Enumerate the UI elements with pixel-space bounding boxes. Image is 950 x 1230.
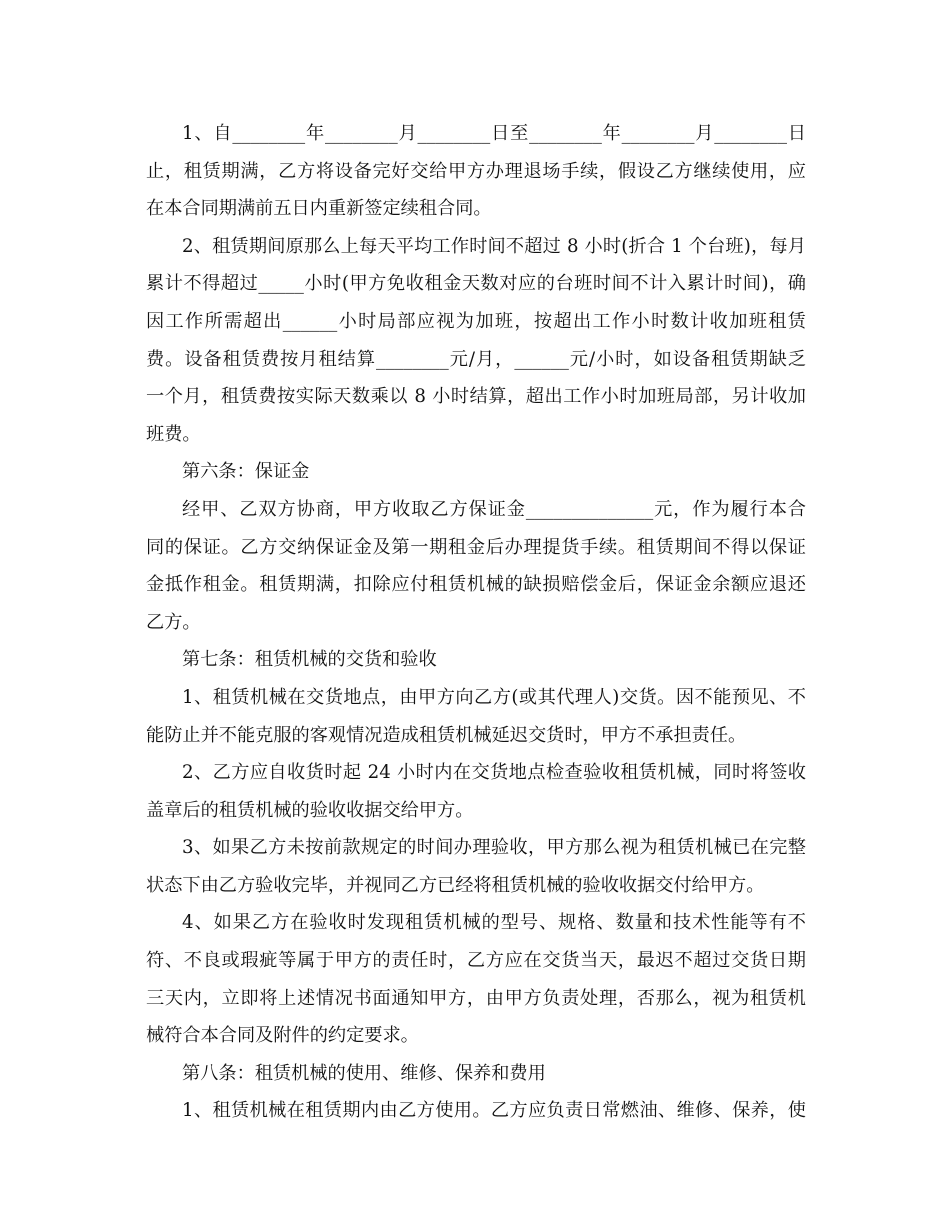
text-line: 班费。	[146, 423, 201, 445]
text-line: 械符合本合同及附件的约定要求。	[146, 1025, 419, 1047]
document-page	[146, 115, 806, 1130]
text-line: 金抵作租金。租赁期满，扣除应付租赁机械的缺损赔偿金后，保证金余额应退还	[146, 574, 806, 596]
text-line: 盖章后的租赁机械的验收收据交给甲方。	[146, 799, 474, 821]
text-line: 3、如果乙方未按前款规定的时间办理验收，甲方那么视为租赁机械已在完整	[182, 837, 806, 859]
text-line: 累计不得超过_____小时(甲方免收租金天数对应的台班时间不计入累计时间)，确	[146, 273, 806, 295]
text-line: 1、租赁机械在交货地点，由甲方向乙方(或其代理人)交货。因不能预见、不	[182, 686, 806, 708]
text-line: 4、如果乙方在验收时发现租赁机械的型号、规格、数量和技术性能等有不	[182, 912, 806, 934]
text-line: 同的保证。乙方交纳保证金及第一期租金后办理提货手续。租赁期间不得以保证	[146, 536, 806, 558]
text-line: 一个月，租赁费按实际天数乘以 8 小时结算，超出工作小时加班局部，另计收加	[146, 386, 806, 408]
text-line: 2、乙方应自收货时起 24 小时内在交货地点检查验收租赁机械，同时将签收	[182, 762, 806, 784]
text-line: 状态下由乙方验收完毕，并视同乙方已经将租赁机械的验收收据交付给甲方。	[146, 874, 765, 896]
text-line: 费。设备租赁费按月租结算________元/月，______元/小时，如设备租赁期缺乏	[146, 348, 806, 370]
text-line: 1、租赁机械在租赁期内由乙方使用。乙方应负责日常燃油、维修、保养，使	[182, 1100, 806, 1122]
text-line: 止，租赁期满，乙方将设备完好交给甲方办理退场手续，假设乙方继续使用，应	[146, 160, 806, 182]
section-heading: 第八条：租赁机械的使用、维修、保养和费用	[182, 1062, 546, 1084]
section-heading: 第七条：租赁机械的交货和验收	[182, 649, 437, 671]
text-line: 三天内，立即将上述情况书面通知甲方，由甲方负责处理，否那么，视为租赁机	[146, 987, 806, 1009]
text-line: 在本合同期满前五日内重新签定续租合同。	[146, 198, 492, 220]
text-line: 1、自________年________月________日至________年________月________日	[182, 123, 806, 144]
text-line: 符、不良或瑕疵等属于甲方的责任时，乙方应在交货当天，最迟不超过交货日期	[146, 950, 806, 972]
text-line: 因工作所需超出______小时局部应视为加班，按超出工作小时数计收加班租赁	[146, 310, 806, 332]
text-line: 2、租赁期间原那么上每天平均工作时间不超过 8 小时(折合 1 个台班)，每月	[182, 235, 806, 257]
text-line: 能防止并不能克服的客观情况造成租赁机械延迟交货时，甲方不承担责任。	[146, 724, 747, 746]
text-line: 乙方。	[146, 611, 201, 633]
section-heading: 第六条：保证金	[182, 461, 310, 483]
text-line: 经甲、乙双方协商，甲方收取乙方保证金______________元，作为履行本合	[182, 498, 806, 520]
